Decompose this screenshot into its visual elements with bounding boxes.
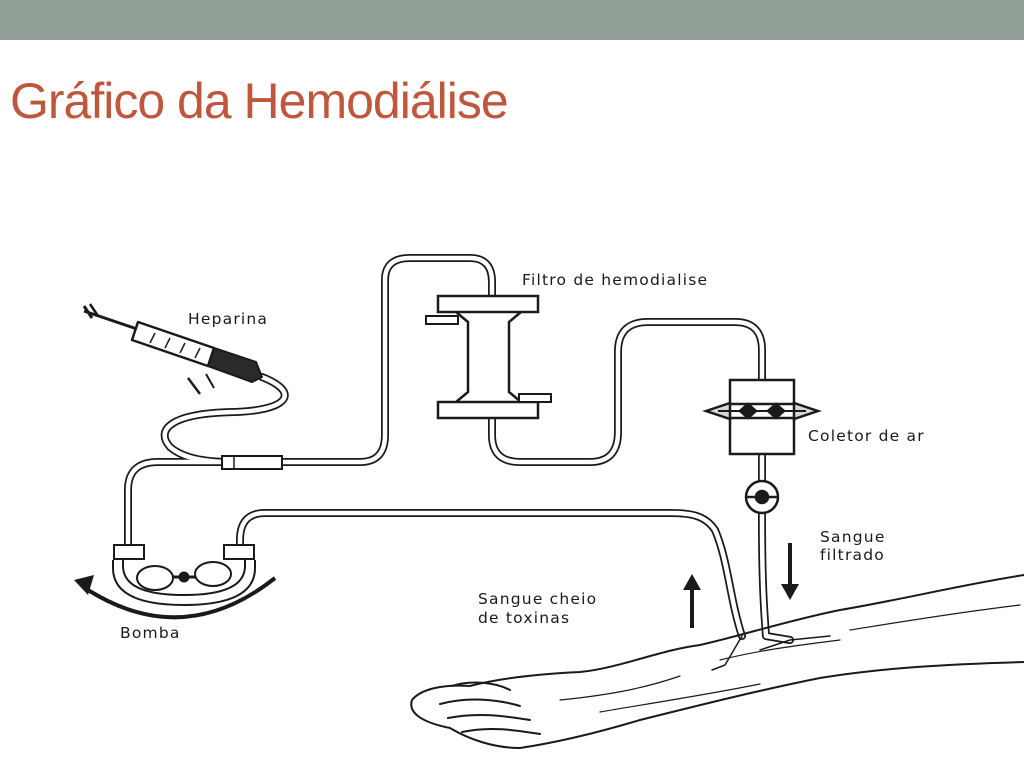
toxic-blood-label-line1: Sangue cheio (478, 590, 598, 608)
y-connector (222, 456, 282, 469)
pump-icon (88, 545, 275, 617)
heparin-label: Heparina (188, 310, 269, 328)
filtered-blood-label-line2: filtrado (820, 546, 885, 564)
filtered-blood-label-line1: Sangue (820, 528, 886, 546)
air-collector-label: Coletor de ar (808, 427, 925, 445)
slide-title: Gráfico da Hemodiálise (10, 73, 508, 129)
air-collector-icon (706, 380, 818, 454)
clamp-icon (746, 481, 778, 513)
pump-label: Bomba (120, 624, 181, 642)
arrow-up-icon (683, 574, 701, 628)
dialyzer-filter-icon (426, 296, 551, 418)
toxic-blood-label-line2: de toxinas (478, 609, 571, 627)
arrow-down-icon (781, 543, 799, 600)
filter-label: Filtro de hemodialise (522, 271, 709, 289)
